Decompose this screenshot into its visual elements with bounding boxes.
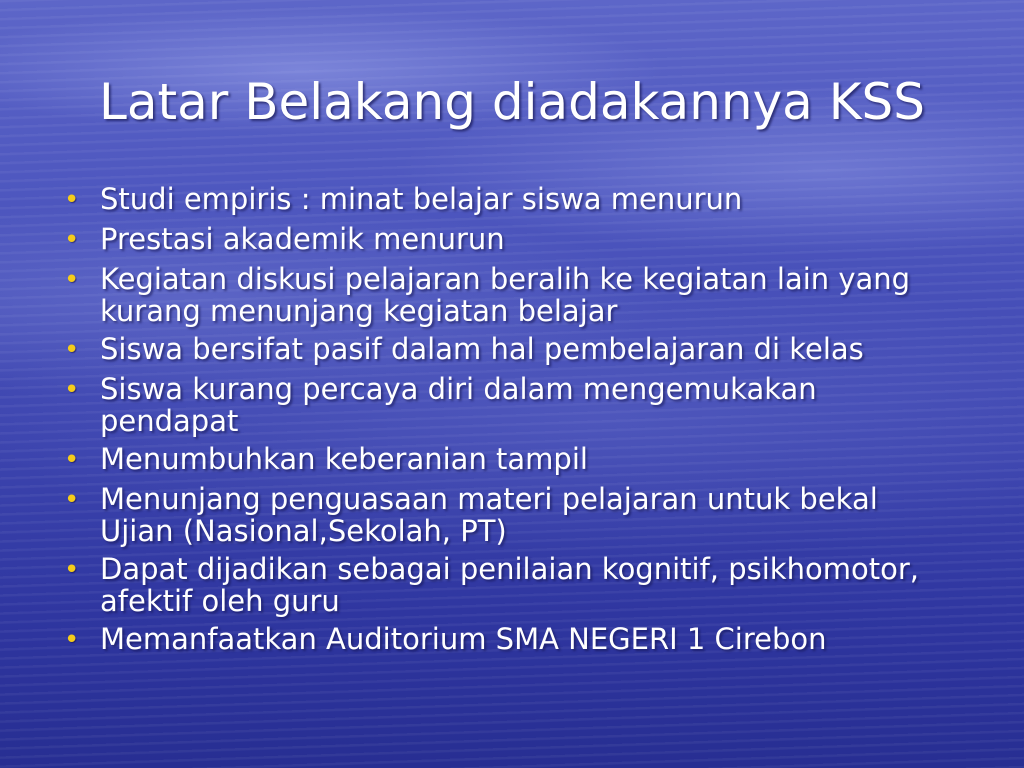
bullet-point-icon: • [64, 225, 80, 255]
bullet-item [58, 263, 958, 327]
bullet-point-icon: • [64, 185, 80, 215]
bullet-item [58, 183, 958, 217]
bullet-item [58, 553, 958, 617]
bullet-text: Dapat dijadikan sebagai penilaian kognitif, psikhomotor, afektif oleh guru [100, 552, 919, 618]
bullet-item [58, 443, 958, 477]
bullet-point-icon: • [64, 625, 80, 655]
bullet-item [58, 483, 958, 547]
bullet-text: Siswa kurang percaya diri dalam mengemukakan pendapat [100, 372, 817, 438]
slide-title: Latar Belakang diadakannya KSS [99, 73, 925, 131]
bullet-item [58, 333, 958, 367]
bullet-item [58, 223, 958, 257]
bullet-list [58, 183, 958, 663]
bullet-point-icon: • [64, 335, 80, 365]
bullet-text: Studi empiris : minat belajar siswa menurun [100, 182, 743, 216]
bullet-item [58, 623, 958, 657]
bullet-item [58, 373, 958, 437]
bullet-text: Menunjang penguasaan materi pelajaran untuk bekal Ujian (Nasional,Sekolah, PT) [100, 482, 878, 548]
bullet-text: Memanfaatkan Auditorium SMA NEGERI 1 Cirebon [100, 622, 827, 656]
bullet-point-icon: • [64, 445, 80, 475]
bullet-point-icon: • [64, 555, 80, 585]
bullet-text: Menumbuhkan keberanian tampil [100, 442, 588, 476]
bullet-point-icon: • [64, 485, 80, 515]
bullet-text: Kegiatan diskusi pelajaran beralih ke kegiatan lain yang kurang menunjang kegiatan belajar [100, 262, 911, 328]
bullet-point-icon: • [64, 265, 80, 295]
bullet-text: Siswa bersifat pasif dalam hal pembelajaran di kelas [100, 332, 864, 366]
bullet-point-icon: • [64, 375, 80, 405]
bullet-text: Prestasi akademik menurun [100, 222, 505, 256]
